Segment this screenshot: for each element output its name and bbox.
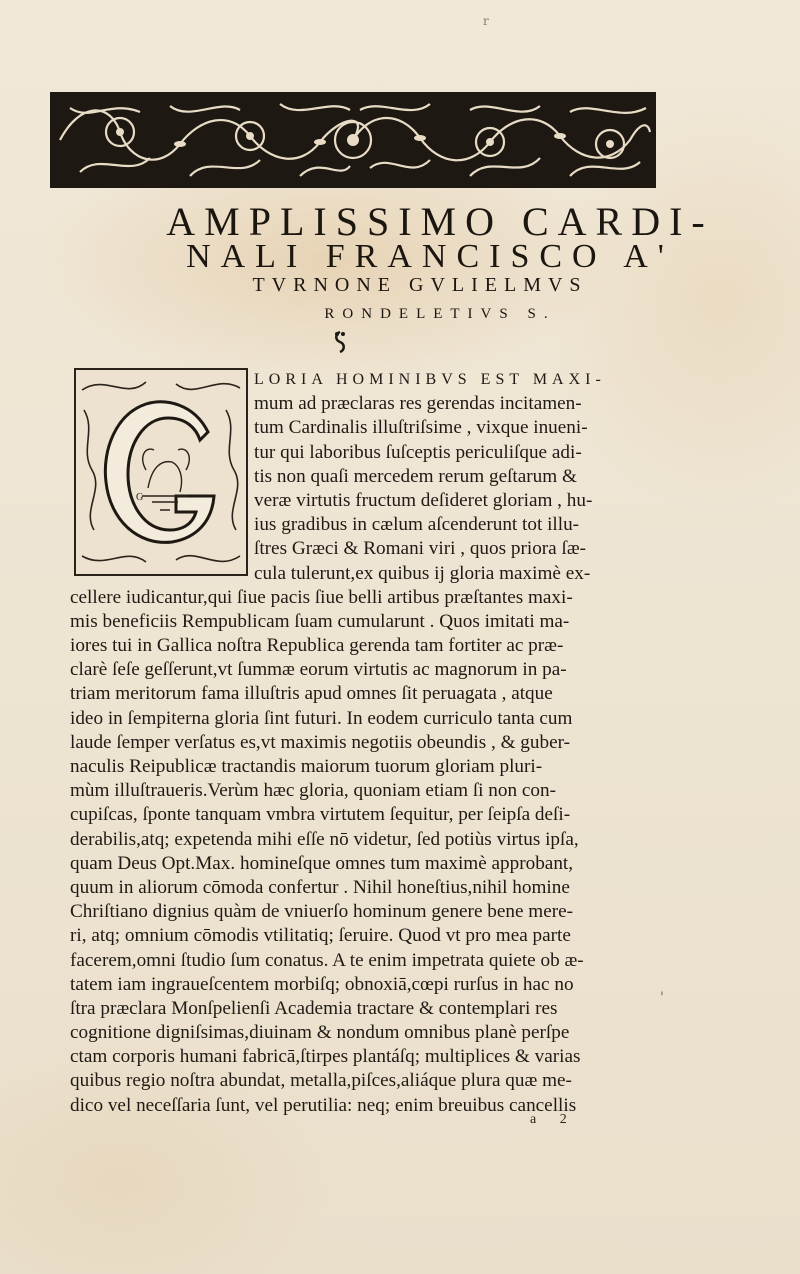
text-line: LORIA HOMINIBVS EST MAXI-: [254, 371, 606, 388]
text-line: cupiſcas, ſponte tanquam vmbra virtutem ſequitur, per ſeipſa deſi-: [70, 804, 571, 826]
text-line: ri, atq; omnium cōmodis vtilitatiq; ſeruire. Quod vt pro mea parte: [70, 925, 571, 947]
text-line: mis beneficiis Rempublicam ſuam cumularunt . Quos imitati ma-: [70, 610, 570, 632]
text-line: ideo in ſempiterna gloria ſint futuri. In eodem curriculo tanta cum: [70, 707, 573, 729]
text-line: ſtra præclara Monſpelienſi Academia tractare & contemplari res: [70, 997, 558, 1019]
text-line: iores tui in Gallica noſtra Republica gerenda tam fortiter ac præ-: [70, 635, 564, 657]
text-line: ſtres Græci & Romani viri , quos priora ſæ-: [254, 538, 587, 560]
fleuron-icon: [332, 330, 348, 354]
body-text: [70, 368, 616, 1118]
text-line: laude ſemper verſatus es,vt maximis negotiis obeundis , & guber-: [70, 731, 570, 753]
text-line: quam Deus Opt.Max. homineſque omnes tum maximè approbant,: [70, 852, 574, 874]
ornamental-headpiece: [50, 92, 656, 188]
title-line-1: AMPLISSIMO CARDI-: [166, 199, 714, 244]
text-line: tis non quaſi mercedem rerum geſtarum &: [254, 465, 577, 487]
text-line: facerem,omni ſtudio ſum conatus. A te enim impetrata quiete ob æ-: [70, 949, 584, 971]
text-line: mum ad præclaras res gerendas incitamen-: [254, 393, 582, 415]
text-line: triam meritorum fama illuſtris apud omnes ſit peruagata , atque: [70, 683, 553, 705]
text-line: veræ virtutis fructum deſideret gloriam , hu-: [254, 489, 593, 511]
title-line-3: TVRNONE GVLIELMVS: [252, 274, 588, 296]
text-line: cellere iudicantur,qui ſiue pacis ſiue belli artibus præſtantes maxi-: [70, 586, 573, 608]
text-line: Chriſtiano dignius quàm de vniuerſo hominum genere bene mere-: [70, 901, 574, 923]
title-line-4: RONDELETIVS S.: [324, 306, 556, 322]
text-line: quum in aliorum cōmoda confertur . Nihil honeſtius,nihil homine: [70, 876, 570, 898]
text-line: mùm illuſtraueris.Verùm hæc gloria, quoniam etiam ſi non con-: [70, 780, 556, 802]
text-line: ctam corporis humani fabricā,ſtirpes plantáſq; multiplices & varias: [70, 1046, 581, 1068]
text-line: dico vel neceſſaria ſunt, vel perutilia: neq; enim breuibus cancellis: [70, 1094, 577, 1116]
initial-letter: G: [136, 492, 144, 503]
text-line: cula tulerunt,ex quibus ij gloria maximè ex-: [254, 562, 591, 584]
title-line-2: NALI FRANCISCO A': [186, 238, 674, 275]
text-line: tum Cardinalis illuſtriſsime , vixque inueni-: [254, 417, 588, 439]
corner-mark: r: [483, 14, 489, 28]
signature-mark: a 2: [530, 1112, 577, 1127]
text-line: naculis Reipublicæ tractandis maiorum tuorum gloriam pluri-: [70, 756, 543, 777]
headpiece-ornament: [50, 92, 656, 188]
text-line: derabilis,atq; expetenda mihi eſſe nō videtur, ſed potiùs virtus ipſa,: [70, 828, 579, 850]
text-line: tur qui laboribus ſuſceptis periculiſque adi-: [254, 441, 582, 463]
text-line: cognitione digniſsimas,diuinam & nondum omnibus planè perſpe: [70, 1022, 570, 1044]
text-line: clarè ſeſe geſſerunt,vt ſummæ eorum virtutis ac magnorum in pa-: [70, 659, 567, 681]
margin-tick: ': [660, 990, 664, 1006]
text-line: quibus regio noſtra abundat, metalla,piſces,aliáque plura quæ me-: [70, 1070, 572, 1092]
text-line: ius gradibus in cælum aſcenderunt tot illu-: [254, 514, 580, 536]
text-line: tatem iam ingraueſcentem morbiſq; obnoxiā,cœpi rurſus in hac no: [70, 973, 574, 995]
